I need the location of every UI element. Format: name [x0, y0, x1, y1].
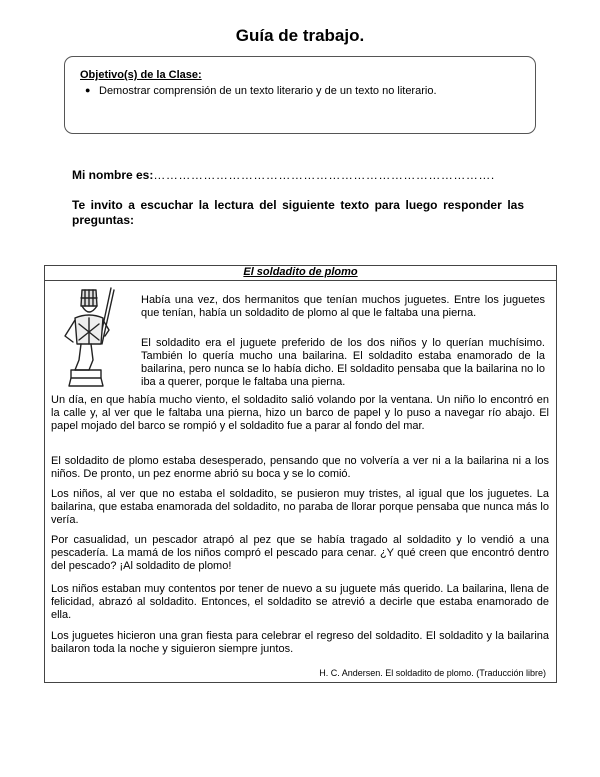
- name-blank[interactable]: ……………………………………………………………………….: [153, 168, 495, 182]
- story-title: El soldadito de plomo: [243, 266, 358, 278]
- page-title: Guía de trabajo.: [235, 26, 365, 45]
- story-paragraph: El soldadito de plomo estaba desesperado, pensando que no volvería a ver ni a la bailarina ni a los niños. De pronto, un pez enorme abrió su boca y se lo comió.: [51, 455, 549, 480]
- instruction-text: Te invito a escuchar la lectura del siguiente texto para luego responder las preguntas:: [72, 198, 524, 227]
- bullet-icon: ●: [85, 85, 91, 95]
- story-paragraph: Había una vez, dos hermanitos que tenían muchos juguetes. Entre los juguetes que tenían, había un soldadito de plomo al que le faltaba una pierna.: [141, 294, 545, 319]
- story-paragraph: Un día, en que había mucho viento, el soldadito salió volando por la ventana. Un niño lo encontró en la calle y, al ver que le faltaba una pierna, hizo un barco de papel y lo puso a navegar río abajo. El papel mojado del barco se rompió y el soldadito fue a parar al fondo del mar.: [51, 394, 549, 432]
- objective-item: [85, 85, 437, 97]
- story-source: H. C. Andersen. El soldadito de plomo. (Traducción libre): [319, 668, 546, 678]
- objective-heading: Objetivo(s) de la Clase:: [80, 69, 202, 81]
- name-label: Mi nombre es:: [72, 168, 154, 182]
- story-paragraph: Los niños, al ver que no estaba el soldadito, se pusieron muy tristes, al igual que los juguetes. La bailarina, que estaba enamorada del soldadito, no paraba de llorar porque pensaba que nunca más lo vería.: [51, 488, 549, 526]
- story-paragraph: Los juguetes hicieron una gran fiesta para celebrar el regreso del soldadito. El soldadito y la bailarina bailaron toda la noche y siguieron siempre juntos.: [51, 630, 549, 655]
- objective-box: [64, 56, 536, 134]
- name-line: [72, 168, 495, 182]
- objective-item-text: Demostrar comprensión de un texto literario y de un texto no literario.: [99, 85, 437, 97]
- story-paragraph: El soldadito era el juguete preferido de los dos niños y lo querían muchísimo. También lo quería mucho una bailarina. El soldadito estaba enamorado de la bailarina, pero nunca se lo había dicho. El soldadito pensaba que la bailarina no lo iba a querer, porque le faltaba una pierna.: [141, 337, 545, 388]
- story-title-divider: [45, 280, 556, 281]
- story-box: [44, 265, 557, 683]
- story-paragraph: Por casualidad, un pescador atrapó al pez que se había tragado al soldadito y lo vendió a una pescadería. La mamá de los niños compró el pescado para cenar. ¿Y qué creen que encontró dentro del pescado? ¡Al soldadito de plomo!: [51, 534, 549, 572]
- story-paragraph: Los niños estaban muy contentos por tener de nuevo a su juguete más querido. La bailarina, llena de felicidad, abrazó al soldadito. Entonces, el soldadito se atrevió a decirle que estaba enamorado de ella.: [51, 583, 549, 621]
- tin-soldier-illustration: [51, 284, 127, 388]
